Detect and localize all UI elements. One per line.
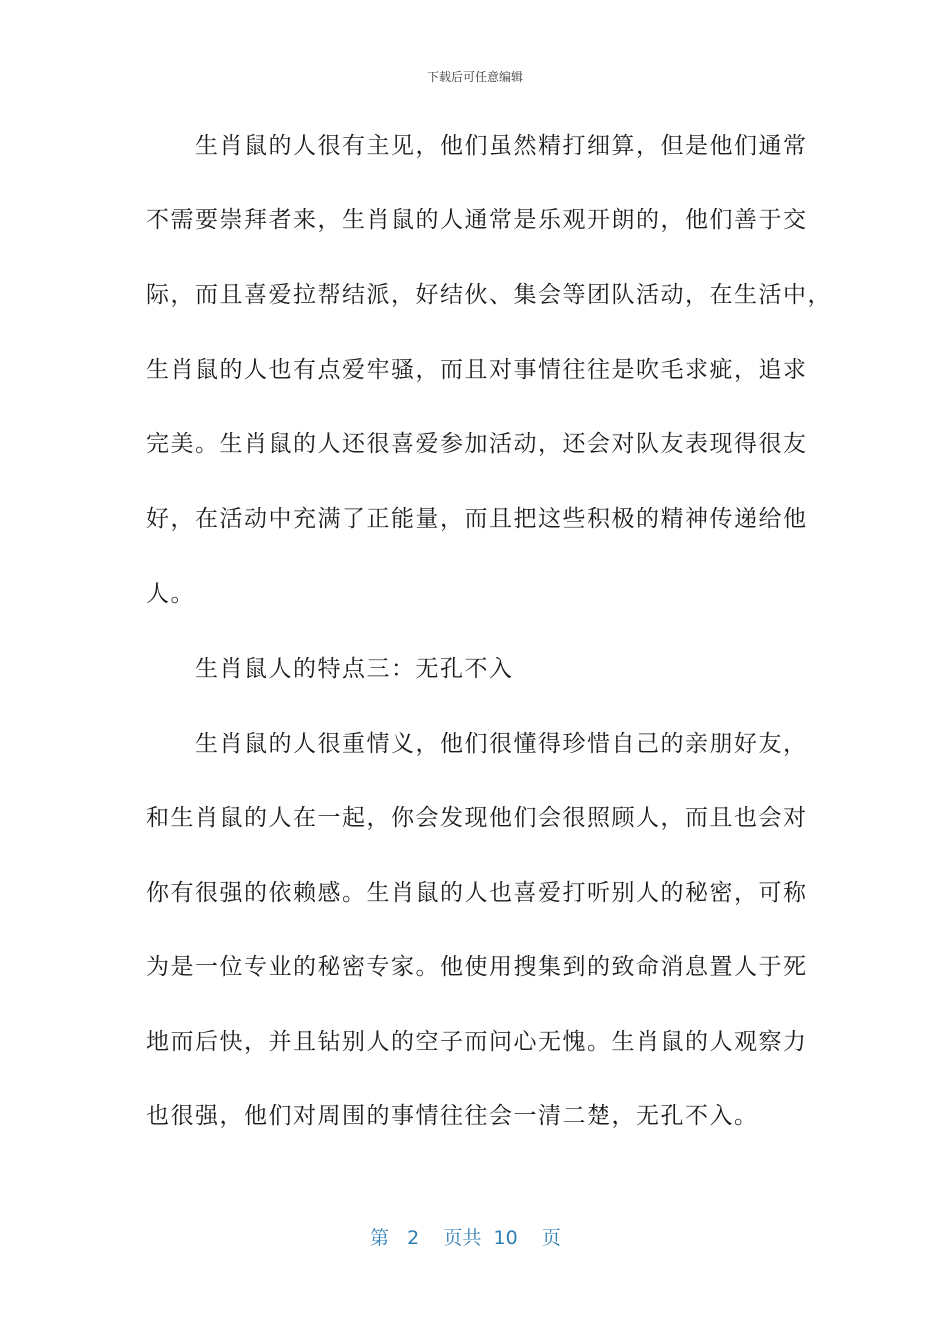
paragraph-line: 不需要崇拜者来，生肖鼠的人通常是乐观开朗的，他们善于交 bbox=[146, 207, 808, 233]
paragraph-line: 生肖鼠的人很重情义，他们很懂得珍惜自己的亲朋好友， bbox=[146, 731, 808, 757]
paragraph-line: 完美。生肖鼠的人还很喜爱参加活动，还会对队友表现得很友 bbox=[146, 431, 808, 457]
paragraph-line: 你有很强的依赖感。生肖鼠的人也喜爱打听别人的秘密，可称 bbox=[146, 880, 808, 906]
footer-middle: 页共 bbox=[443, 1227, 482, 1249]
page-footer bbox=[370, 1226, 561, 1250]
paragraph-line: 地而后快，并且钻别人的空子而问心无愧。生肖鼠的人观察力 bbox=[146, 1029, 808, 1055]
paragraph-line: 和生肖鼠的人在一起，你会发现他们会很照顾人，而且也会对 bbox=[146, 805, 808, 831]
paragraph-line: 好，在活动中充满了正能量，而且把这些积极的精神传递给他 bbox=[146, 506, 808, 532]
footer-prefix: 第 bbox=[370, 1227, 390, 1249]
paragraph-line: 生肖鼠的人也有点爱牢骚，而且对事情往往是吹毛求疵，追求 bbox=[146, 357, 808, 383]
paragraph-line: 际，而且喜爱拉帮结派，好结伙、集会等团队活动，在生活中， bbox=[146, 282, 832, 308]
footer-suffix: 页 bbox=[541, 1227, 561, 1249]
section-heading: 生肖鼠人的特点三：无孔不入 bbox=[146, 656, 514, 682]
paragraph-line: 也很强，他们对周围的事情往往会一清二楚，无孔不入。 bbox=[146, 1103, 759, 1129]
header-note: 下载后可任意编辑 bbox=[426, 70, 523, 84]
total-page-count: 10 bbox=[493, 1227, 518, 1249]
current-page-number: 2 bbox=[407, 1227, 420, 1249]
paragraph-line: 人。 bbox=[146, 581, 195, 607]
paragraph-line: 生肖鼠的人很有主见，他们虽然精打细算，但是他们通常 bbox=[146, 133, 808, 159]
paragraph-line: 为是一位专业的秘密专家。他使用搜集到的致命消息置人于死 bbox=[146, 954, 808, 980]
